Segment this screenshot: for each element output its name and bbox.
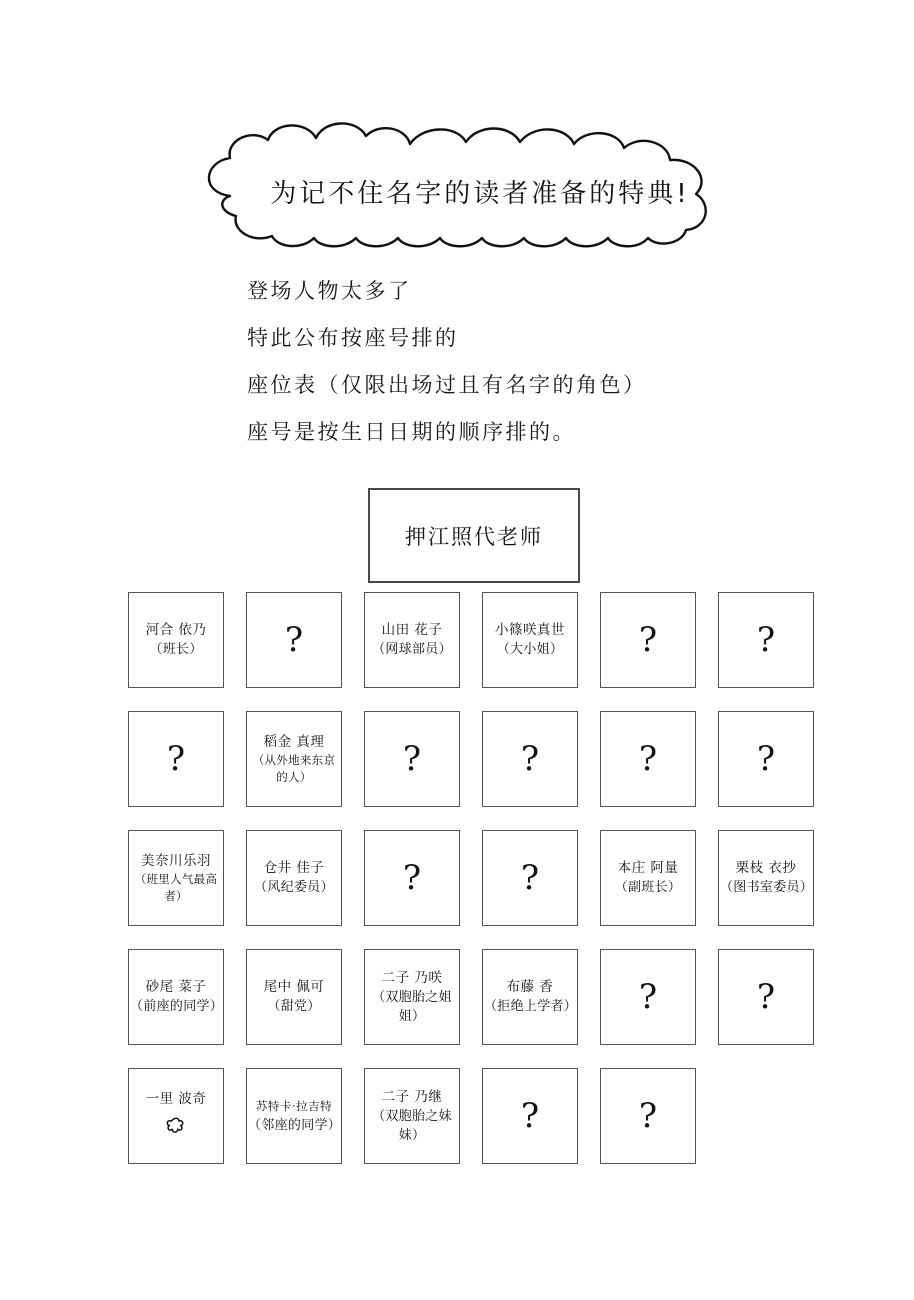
seat-student-name: 稻金 真理 (263, 733, 325, 750)
question-mark-icon: ? (284, 620, 304, 660)
seat-occupied[interactable] (128, 949, 224, 1045)
seat-student-name: 二子 乃咲 (381, 969, 443, 986)
seat-occupied[interactable] (364, 949, 460, 1045)
question-mark-icon: ? (638, 1096, 658, 1136)
seat-student-role: （双胞胎之妹妹） (372, 1108, 452, 1143)
question-mark-icon: ? (520, 1096, 540, 1136)
seat-student-role: （大小姐） (496, 642, 564, 657)
seat-student-role: （网球部员） (372, 642, 452, 657)
seat-row (128, 711, 828, 807)
seat-student-role: （邻座的同学） (248, 1118, 342, 1133)
seat-student-role: （甜党） (267, 999, 321, 1014)
seat-student-role: （拒绝上学者） (484, 999, 578, 1014)
seat-student-role: （双胞胎之姐姐） (372, 989, 452, 1024)
question-mark-icon: ? (166, 739, 186, 779)
question-mark-icon: ? (638, 977, 658, 1017)
seat-occupied[interactable] (246, 830, 342, 926)
question-mark-icon: ? (402, 739, 422, 779)
seat-student-name: 河合 依乃 (145, 622, 207, 638)
question-mark-icon: ? (756, 977, 776, 1017)
seat-unknown[interactable] (600, 1068, 696, 1164)
seat-row (128, 592, 828, 688)
seat-student-name: 苏特卡·拉吉特 (255, 1099, 333, 1113)
intro-line-4: 座号是按生日日期的顺序排的。 (247, 420, 576, 444)
seat-unknown[interactable] (718, 711, 814, 807)
seat-student-name: 栗枝 衣抄 (735, 860, 797, 876)
seat-student-name: 小篠咲真世 (495, 622, 565, 638)
seat-occupied[interactable] (246, 949, 342, 1045)
seat-student-role: （班里人气最高者） (134, 871, 218, 903)
seat-student-name: 布藤 香 (506, 979, 554, 995)
seat-row (128, 949, 828, 1045)
seat-unknown[interactable] (364, 830, 460, 926)
teacher-name-label: 押江照代老师 (405, 524, 543, 549)
intro-line-2: 特此公布按座号排的 (247, 326, 459, 350)
seat-occupied[interactable] (482, 592, 578, 688)
question-mark-icon: ? (402, 858, 422, 898)
seat-unknown[interactable] (128, 711, 224, 807)
seat-unknown[interactable] (482, 711, 578, 807)
question-mark-icon: ? (756, 620, 776, 660)
seat-unknown[interactable] (600, 949, 696, 1045)
seat-student-role: （风纪委员） (254, 880, 334, 895)
seat-student-role: （从外地来东京的人） (252, 752, 336, 784)
seat-occupied[interactable] (128, 830, 224, 926)
seat-unknown[interactable] (482, 1068, 578, 1164)
seat-student-role: （图书室委员） (720, 880, 814, 895)
seat-occupied[interactable] (364, 592, 460, 688)
seat-occupied[interactable] (246, 1068, 342, 1164)
question-mark-icon: ? (756, 739, 776, 779)
seat-occupied[interactable] (364, 1068, 460, 1164)
seat-student-name: 美奈川乐羽 (141, 852, 211, 869)
seat-unknown[interactable] (600, 711, 696, 807)
seat-occupied[interactable] (482, 949, 578, 1045)
seat-student-role: （副班长） (614, 880, 682, 895)
seat-empty-slot (718, 1068, 814, 1164)
seat-student-name: 一里 波奇 (145, 1091, 207, 1107)
seat-unknown[interactable] (364, 711, 460, 807)
seat-unknown[interactable] (482, 830, 578, 926)
flower-icon (164, 1115, 188, 1142)
seat-student-name: 尾中 佩可 (263, 979, 325, 995)
intro-line-3: 座位表（仅限出场过且有名字的角色） (247, 373, 647, 397)
intro-line-1: 登场人物太多了 (247, 279, 412, 303)
seat-student-name: 砂尾 菜子 (145, 979, 207, 995)
question-mark-icon: ? (520, 858, 540, 898)
seat-student-role: （班长） (149, 642, 203, 657)
seat-unknown[interactable] (718, 592, 814, 688)
seat-student-name: 山田 花子 (381, 622, 443, 638)
seat-student-name: 二子 乃继 (381, 1088, 443, 1105)
seat-student-name: 本庄 阿量 (617, 860, 679, 876)
banner-title: 为记不住名字的读者准备的特典! (270, 178, 690, 209)
intro-paragraph (247, 268, 717, 456)
seat-unknown[interactable] (246, 592, 342, 688)
seating-chart-grid (128, 592, 828, 1187)
seat-unknown[interactable] (600, 592, 696, 688)
banner-cloud-bubble (190, 118, 770, 250)
seat-occupied[interactable] (128, 592, 224, 688)
seat-occupied[interactable] (128, 1068, 224, 1164)
seat-occupied[interactable] (600, 830, 696, 926)
seat-occupied[interactable] (246, 711, 342, 807)
seat-unknown[interactable] (718, 949, 814, 1045)
question-mark-icon: ? (520, 739, 540, 779)
seat-row (128, 1068, 828, 1164)
seat-row (128, 830, 828, 926)
question-mark-icon: ? (638, 739, 658, 779)
seat-occupied[interactable] (718, 830, 814, 926)
seat-student-name: 仓井 佳子 (263, 860, 325, 876)
seat-student-role: （前座的同学） (130, 999, 224, 1014)
teacher-desk-box (368, 488, 580, 583)
question-mark-icon: ? (638, 620, 658, 660)
